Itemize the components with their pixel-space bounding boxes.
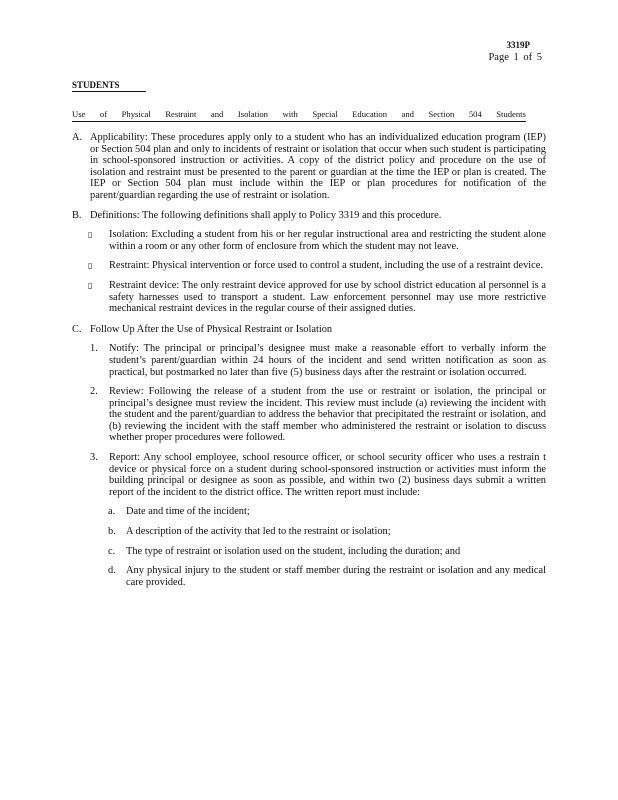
item-review	[72, 386, 546, 444]
definition-text: Restraint device: The only restraint device approved for use by school district education al personnel is a safety harnesses used to transport a student. Law enforcement personnel may use more restrictive mechanical restraint devices in the regular course of their assigned duties.	[109, 279, 546, 315]
subject-word: Physical	[121, 109, 151, 119]
item-label: 1.	[90, 343, 98, 355]
bullet-icon: ▯	[88, 261, 93, 271]
subject-word: with	[282, 109, 298, 119]
subject-word: Isolation	[237, 109, 268, 119]
definition-text: Isolation: Excluding a student from his or her regular instructional area and restricting the student alone within a room or any other form of enclosure from which the student may not leave.	[109, 229, 546, 252]
page-number: Page 1 of 5	[488, 52, 542, 63]
subject-word: 504	[468, 109, 482, 119]
report-item-a	[72, 506, 546, 518]
subitem-label: d.	[108, 565, 116, 577]
subject-word: Students	[496, 109, 526, 119]
subject-word: Education	[352, 109, 387, 119]
item-text: Notify: The principal or principal’s designee must make a reasonable effort to verbally inform the student’s parent/guardian within 24 hours of the incident and send written notification as soon as practical, but postmarked no later than five (5) business days after the restraint or isolation occurred.	[109, 343, 546, 378]
subject-word: Use	[72, 109, 86, 119]
subject-word: Section	[428, 109, 455, 119]
document-subject	[72, 109, 526, 122]
item-text: Review: Following the release of a student from the use or restraint or isolation, the principal or principal’s designee must review the incident. This review must include (a) reviewing the incident with the student and the parent/guardian to address the behavior that precipitated the restraint or isolation, and (b) reviewing the incident with the staff member who administered the restraint or isolation to discuss whether proper procedures were followed.	[109, 386, 546, 444]
item-label: 3.	[90, 452, 98, 464]
definition-text: Restraint: Physical intervention or force used to control a student, including the use of a restraint device.	[109, 260, 543, 272]
paragraph-text: Follow Up After the Use of Physical Restraint or Isolation	[90, 323, 333, 335]
subitem-label: c.	[108, 545, 116, 557]
section-label: C.	[72, 323, 82, 335]
subitem-text: Date and time of the incident;	[126, 506, 250, 518]
section-label: B.	[72, 209, 82, 221]
report-item-d	[72, 565, 546, 588]
section-c-follow-up	[72, 324, 546, 336]
subitem-text: The type of restraint or isolation used on the student, including the duration; and	[126, 545, 461, 557]
subject-word: and	[210, 109, 224, 119]
subitem-label: b.	[108, 526, 116, 538]
item-text: Report: Any school employee, school resource officer, or school security officer who uses a restrain t device or physical force on a student during school-sponsored instruction or activities must inform the building principal or designee as soon as possible, and within two (2) business days submit a written report of the incident to the district office. The written report must include:	[109, 452, 546, 498]
document-body	[72, 132, 546, 588]
paragraph-text: Definitions: The following definitions shall apply to Policy 3319 and this procedure.	[90, 209, 442, 221]
subject-word: and	[401, 109, 414, 119]
item-report	[72, 452, 546, 498]
subject-word: Special	[312, 109, 338, 119]
definition-restraint	[72, 260, 546, 272]
policy-code: 3319P	[506, 40, 530, 50]
subitem-label: a.	[108, 506, 116, 518]
item-notify	[72, 343, 546, 378]
section-b-definitions	[72, 210, 546, 222]
section-a-applicability	[72, 132, 546, 202]
report-item-c	[72, 546, 546, 558]
bullet-icon: ▯	[88, 230, 93, 240]
subitem-text: A description of the activity that led to the restraint or isolation;	[126, 526, 391, 538]
subitem-text: Any physical injury to the student or staff member during the restraint or isolation and any medical care provided.	[126, 565, 546, 588]
item-label: 2.	[90, 386, 98, 398]
subject-word: Restraint	[165, 109, 197, 119]
report-item-b	[72, 526, 546, 538]
definition-isolation	[72, 229, 546, 252]
definition-restraint-device	[72, 280, 546, 315]
subject-word: of	[99, 109, 108, 119]
bullet-icon: ▯	[88, 280, 93, 290]
section-label: A.	[72, 132, 83, 143]
section-title: STUDENTS	[72, 80, 146, 92]
paragraph-text: Applicability: These procedures apply only to a student who has an individualized education program (IEP) or Section 504 plan and only to incidents of restraint or isolation that occur when such student is participating in school-sponsored instruction or activities. A copy of the district policy and procedure on the use of isolation and restraint must be presented to the parent or guardian at the time the IEP or plan is created. The IEP or Section 504 plan must include within the IEP or plan procedures for notification of the parent/guardian regarding the use of restraint or isolation.	[90, 132, 546, 201]
